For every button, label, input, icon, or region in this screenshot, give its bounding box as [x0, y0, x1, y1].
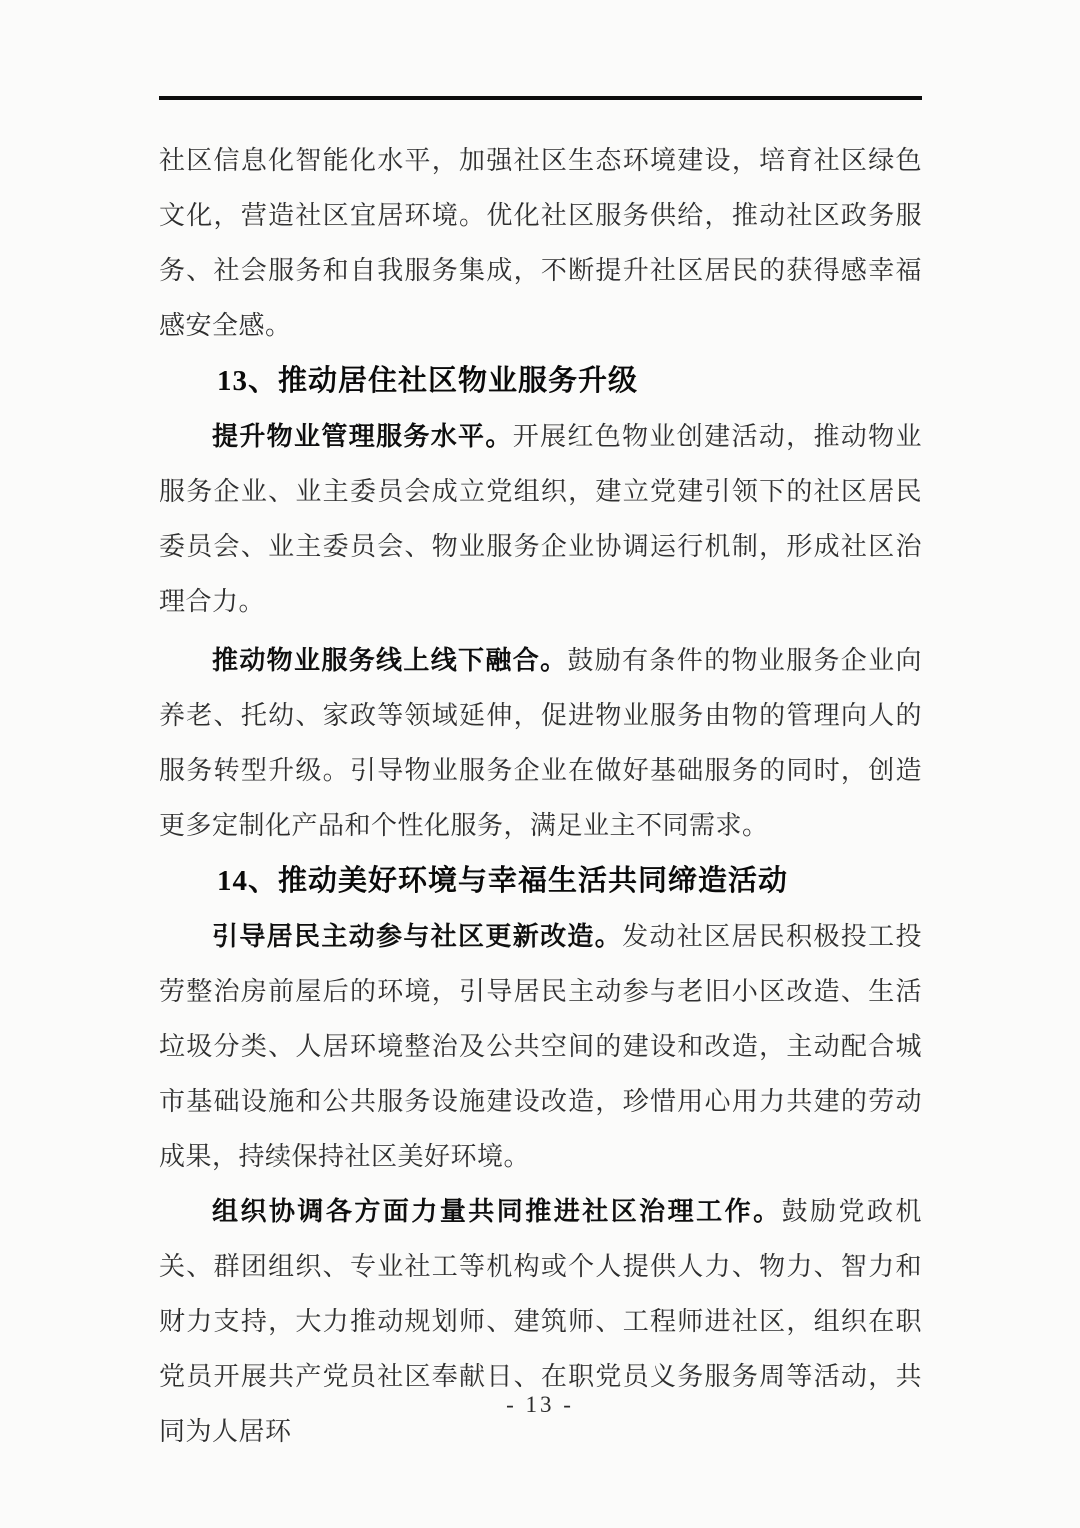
section-13-heading: 13、推动居住社区物业服务升级 — [217, 365, 639, 397]
paragraph-lead: 组织协调各方面力量共同推进社区治理工作。 — [212, 1196, 782, 1226]
header-rule — [159, 96, 922, 100]
paragraph-lead: 引导居民主动参与社区更新改造。 — [212, 921, 623, 951]
paragraph-body: 鼓励党政机关、群团组织、专业社工等机构或个人提供人力、物力、智力和财力支持，大力推动规划师、建筑师、工程师进社区，组织在职党员开展共产党员社区奉献日、在职党员义务服务周等活动，共同为人居环 — [159, 1197, 922, 1446]
page-content — [159, 96, 922, 1459]
paragraph-continuation: 社区信息化智能化水平，加强社区生态环境建设，培育社区绿色文化，营造社区宜居环境。优化社区服务供给，推动社区政务服务、社会服务和自我服务集成，不断提升社区居民的获得感幸福感安全感。 — [159, 146, 922, 340]
section-13-paragraph-2 — [159, 633, 922, 853]
section-14-heading: 14、推动美好环境与幸福生活共同缔造活动 — [217, 865, 789, 897]
page-number: - 13 - — [506, 1392, 574, 1417]
page-footer — [0, 1392, 1080, 1418]
paragraph-body: 开展红色物业创建活动，推动物业服务企业、业主委员会成立党组织，建立党建引领下的社区居民委员会、业主委员会、物业服务企业协调运行机制，形成社区治理合力。 — [159, 422, 922, 616]
paragraph-body: 发动社区居民积极投工投劳整治房前屋后的环境，引导居民主动参与老旧小区改造、生活垃圾分类、人居环境整治及公共空间的建设和改造，主动配合城市基础设施和公共服务设施建设改造，珍惜用心用力共建的劳动成果，持续保持社区美好环境。 — [159, 922, 922, 1171]
section-13-paragraph-1 — [159, 409, 922, 629]
paragraph-lead: 推动物业服务线上线下融合。 — [212, 645, 568, 675]
paragraph-body: 鼓励有条件的物业服务企业向养老、托幼、家政等领域延伸，促进物业服务由物的管理向人的服务转型升级。引导物业服务企业在做好基础服务的同时，创造更多定制化产品和个性化服务，满足业主不同需求。 — [159, 646, 922, 840]
paragraph-lead: 提升物业管理服务水平。 — [212, 421, 513, 451]
section-14-paragraph-1 — [159, 909, 922, 1184]
